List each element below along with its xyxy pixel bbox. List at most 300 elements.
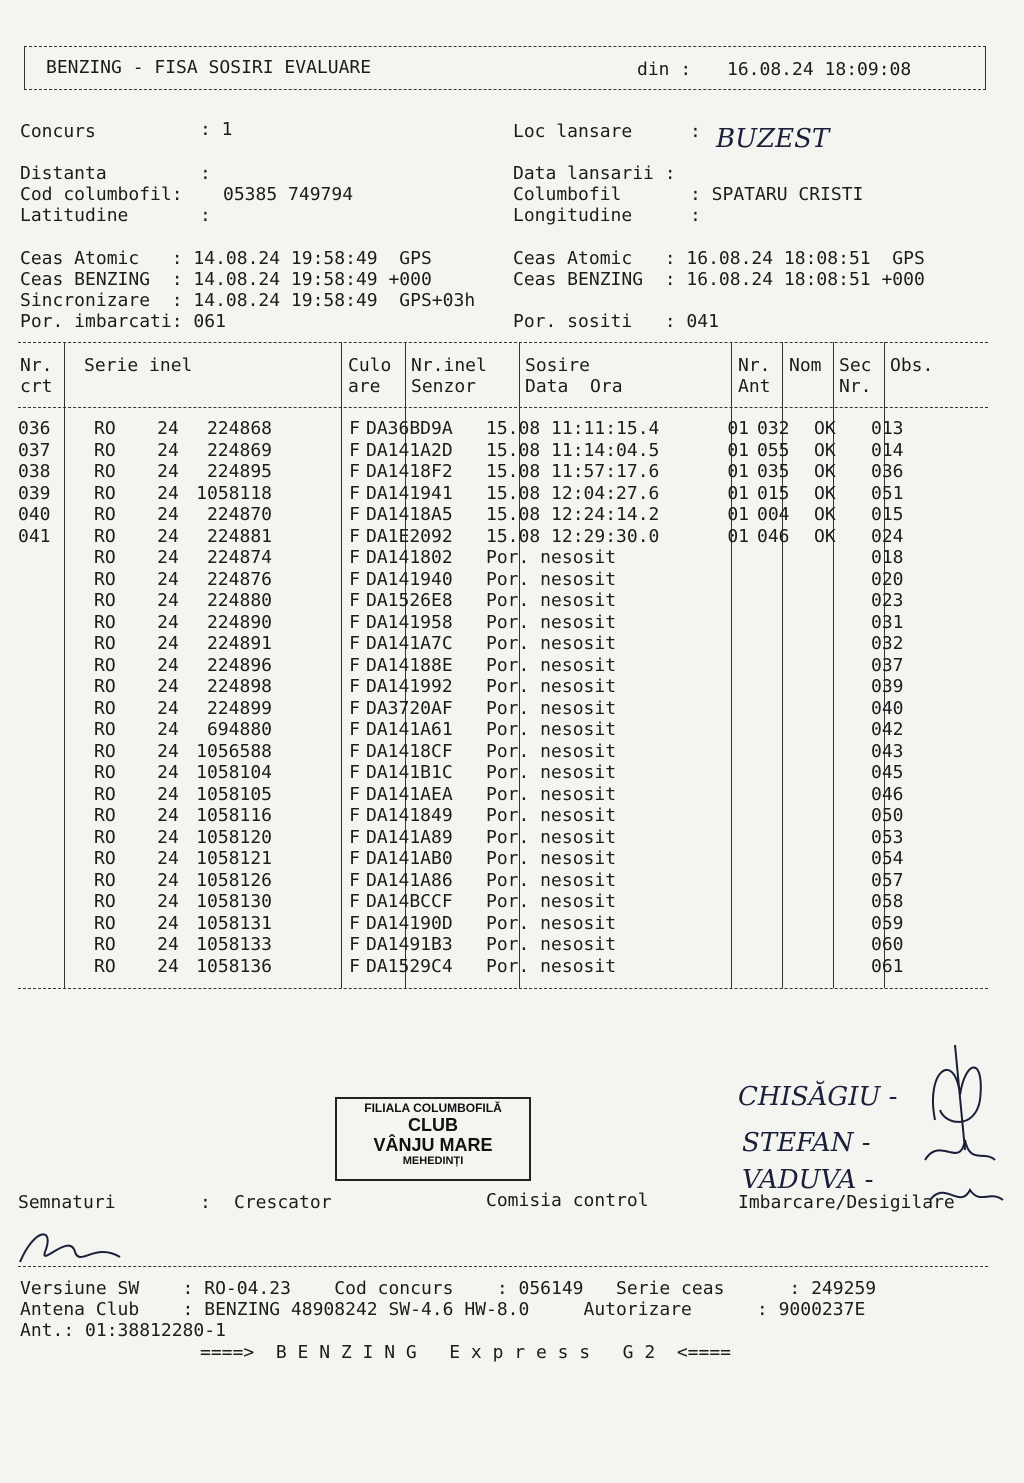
cell-year: 24: [157, 676, 179, 697]
cell-year: 24: [157, 482, 179, 504]
cell-sec: OK: [814, 482, 836, 504]
signature-scribble-icon: [905, 1040, 1015, 1210]
table-row: [18, 633, 931, 655]
cell-ring: 1058121: [196, 848, 272, 869]
table-row: [18, 418, 931, 440]
cell-sex: F: [349, 654, 360, 676]
cell-obs: 040: [871, 697, 904, 719]
cell-gap2: [272, 870, 296, 892]
latitudine-value: :: [200, 205, 211, 226]
cell-gap: [64, 440, 94, 462]
cell-year: 24: [157, 590, 179, 611]
cell-nom: [749, 547, 808, 569]
cell-nom: 004: [757, 504, 790, 525]
cell-ring: 1058130: [196, 891, 272, 912]
cell-sec: [808, 934, 865, 956]
latitudine-label: Latitudine: [20, 205, 129, 226]
cell-year: 24: [157, 912, 179, 934]
concurs-value: : 1: [200, 119, 233, 140]
cell-sec: [808, 827, 865, 849]
cell-country: RO: [94, 934, 116, 955]
cell-country: RO: [94, 654, 116, 676]
cell-sosire: Por. nesosit: [486, 568, 617, 590]
cell-sec: OK: [814, 418, 836, 439]
cell-sex: F: [349, 504, 360, 525]
cell-ant: [698, 741, 749, 763]
handwritten-name-2: STEFAN -: [742, 1128, 871, 1158]
cell-gap: [64, 461, 94, 483]
cell-senzor: DA141802: [366, 547, 453, 568]
cell-nr: [18, 655, 64, 677]
cell-sosire: Por. nesosit: [486, 955, 617, 977]
cell-obs: 061: [871, 955, 904, 977]
col-sec-1: Sec: [839, 355, 872, 376]
cell-gap2: [272, 483, 296, 505]
cell-sex: F: [349, 482, 360, 504]
cell-gap: [64, 676, 94, 698]
table-row: [18, 956, 931, 978]
data-lansarii-label: Data lansarii :: [513, 163, 676, 184]
cell-gap: [64, 655, 94, 677]
table-row: [18, 762, 931, 784]
header-top-rule: [24, 46, 986, 47]
loc-value-handwritten: BUZEST: [716, 124, 830, 154]
cell-gap: [64, 741, 94, 763]
cell-nom: [749, 848, 808, 870]
footer-versiune: Versiune SW : RO-04.23 Cod concurs : 056149 Serie ceas : 249259: [20, 1278, 877, 1299]
cell-ring: 1058104: [196, 762, 272, 783]
cell-sec: [808, 762, 865, 784]
cell-country: RO: [94, 783, 116, 805]
table-row: [18, 891, 931, 913]
table-row: [18, 461, 931, 483]
cell-gap: [64, 569, 94, 591]
stamp-line-2: CLUB: [408, 1115, 458, 1135]
cell-gap2: [272, 612, 296, 634]
cell-sosire: Por. nesosit: [486, 891, 617, 912]
cell-nr: [18, 612, 64, 634]
cell-ant: [698, 676, 749, 698]
table-row: [18, 483, 931, 505]
cell-sex: F: [349, 805, 360, 826]
cell-ant: 01: [727, 504, 749, 525]
cell-sosire: Por. nesosit: [486, 676, 617, 697]
cell-ring: 224891: [206, 633, 272, 654]
cell-ant: 01: [727, 418, 749, 439]
cell-sex: F: [349, 611, 360, 633]
cell-obs: 051: [871, 482, 904, 504]
cell-gap2: [272, 569, 296, 591]
cell-senzor: DA141A89: [366, 826, 453, 848]
cell-ant: [698, 762, 749, 784]
cell-nom: [749, 655, 808, 677]
cell-sosire: Por. nesosit: [486, 654, 617, 676]
cell-country: RO: [94, 611, 116, 633]
cell-nr: [18, 891, 64, 913]
cell-nr: [18, 741, 64, 763]
cell-country: RO: [94, 740, 116, 762]
cell-senzor: DA141AEA: [366, 783, 453, 805]
cell-obs: 031: [871, 611, 904, 633]
cell-sex: F: [349, 783, 360, 805]
col-sec-2: Nr.: [839, 376, 872, 397]
cell-country: RO: [94, 891, 116, 912]
columbofil-value: : SPATARU CRISTI: [690, 184, 864, 205]
col-nr: Nr.: [20, 355, 53, 376]
cell-sosire: Por. nesosit: [486, 611, 617, 633]
cell-gap2: [272, 504, 296, 526]
cell-sec: [808, 805, 865, 827]
cell-obs: 058: [871, 891, 904, 912]
footer-antena: Antena Club : BENZING 48908242 SW-4.6 HW-8.0 Autorizare : 9000237E: [20, 1299, 866, 1320]
columbofil-label: Columbofil: [513, 184, 622, 205]
cell-nom: [749, 569, 808, 591]
cell-nr: [18, 590, 64, 612]
cell-year: 24: [157, 418, 179, 439]
cell-senzor: DA1526E8: [366, 590, 453, 611]
cell-country: RO: [94, 547, 116, 568]
cell-nom: 055: [757, 439, 790, 461]
stamp-line-3: VÂNJU MARE: [373, 1135, 493, 1155]
cell-country: RO: [94, 912, 116, 934]
cell-obs: 045: [871, 762, 904, 783]
stamp-line-1: FILIALA COLUMBOFILĂ: [364, 1101, 502, 1115]
cell-country: RO: [94, 568, 116, 590]
cell-ant: 01: [727, 439, 749, 461]
table-row: [18, 526, 931, 548]
cell-ant: [698, 934, 749, 956]
cell-gap: [64, 590, 94, 612]
cell-country: RO: [94, 955, 116, 977]
cell-sec: [808, 719, 865, 741]
cell-sosire: Por. nesosit: [486, 719, 617, 740]
table-row: [18, 913, 931, 935]
cell-gap2: [272, 698, 296, 720]
cell-ring: 224881: [206, 525, 272, 547]
cell-country: RO: [94, 439, 116, 461]
cell-senzor: DA1418F2: [366, 461, 453, 482]
cell-sec: [808, 870, 865, 892]
cell-gap: [64, 612, 94, 634]
cell-gap2: [272, 934, 296, 956]
table-row: [18, 848, 931, 870]
cell-gap2: [272, 461, 296, 483]
cell-gap2: [272, 762, 296, 784]
cell-obs: 032: [871, 633, 904, 654]
cell-nom: 046: [757, 525, 790, 547]
cell-ring: 224895: [206, 461, 272, 482]
col-crt: crt: [20, 376, 53, 397]
cell-nom: [749, 633, 808, 655]
cell-sec: [808, 676, 865, 698]
cell-ant: [698, 590, 749, 612]
header-left-rule: [24, 46, 25, 90]
cell-year: 24: [157, 439, 179, 461]
cell-year: 24: [157, 934, 179, 955]
table-row: [18, 805, 931, 827]
cell-ring: 224890: [206, 611, 272, 633]
cell-nr: 038: [18, 461, 51, 482]
signatures-colon: :: [200, 1192, 211, 1213]
cell-ant: 01: [727, 461, 749, 482]
cell-nr: 041: [18, 525, 51, 547]
cell-sosire: Por. nesosit: [486, 633, 617, 654]
cell-ant: [698, 719, 749, 741]
cell-sec: [808, 956, 865, 978]
cell-ant: 01: [727, 482, 749, 504]
cell-gap: [64, 784, 94, 806]
cell-ant: [698, 870, 749, 892]
col-obs: Obs.: [890, 355, 934, 376]
concurs-label: Concurs: [20, 121, 96, 142]
col-senzor: Senzor: [411, 376, 477, 397]
table-row: [18, 547, 931, 569]
cell-gap: [64, 956, 94, 978]
table-top-rule: [18, 342, 988, 343]
cell-gap: [64, 633, 94, 655]
cell-sex: F: [349, 934, 360, 955]
results-table: [18, 418, 931, 977]
table-row: [18, 698, 931, 720]
table-row: [18, 870, 931, 892]
cell-ring: 224896: [206, 654, 272, 676]
cell-country: RO: [94, 869, 116, 891]
cell-sosire: Por. nesosit: [486, 740, 617, 762]
cell-gap2: [272, 784, 296, 806]
cell-gap2: [272, 440, 296, 462]
cell-sec: OK: [814, 461, 836, 482]
cell-ant: [698, 655, 749, 677]
cell-senzor: DA3720AF: [366, 697, 453, 719]
cell-nom: 035: [757, 461, 790, 482]
header-bottom-rule: [24, 89, 986, 90]
cell-nr: 037: [18, 439, 51, 461]
cell-year: 24: [157, 805, 179, 826]
cell-nr: [18, 848, 64, 870]
cell-nr: [18, 698, 64, 720]
cell-ring: 1058105: [196, 783, 272, 805]
col-nom: Nom: [789, 355, 822, 376]
cell-ant: [698, 569, 749, 591]
cell-nr: 039: [18, 482, 51, 504]
cell-sec: OK: [814, 504, 836, 525]
col-dataora: Data Ora: [525, 376, 623, 397]
cell-gap2: [272, 891, 296, 913]
cell-nr: [18, 827, 64, 849]
document-title: BENZING - FISA SOSIRI EVALUARE: [46, 57, 372, 78]
col-nrant-2: Ant: [738, 376, 771, 397]
header-right-rule: [985, 46, 986, 90]
cell-sec: [808, 590, 865, 612]
footer-benzing-express: ====> B E N Z I N G E x p r e s s G 2 <====: [200, 1342, 732, 1363]
cell-year: 24: [157, 504, 179, 525]
cell-sosire: Por. nesosit: [486, 805, 617, 826]
cell-sex: F: [349, 676, 360, 697]
cell-ant: [698, 547, 749, 569]
cell-ant: [698, 891, 749, 913]
cell-gap2: [272, 719, 296, 741]
table-row: [18, 612, 931, 634]
cell-country: RO: [94, 482, 116, 504]
cell-gap2: [272, 590, 296, 612]
cell-sex: F: [349, 697, 360, 719]
cell-sex: F: [349, 869, 360, 891]
table-row: [18, 440, 931, 462]
cell-gap: [64, 827, 94, 849]
table-header-rule: [18, 407, 988, 408]
cell-gap: [64, 719, 94, 741]
cell-obs: 042: [871, 719, 904, 740]
cell-ant: [698, 784, 749, 806]
cell-senzor: DA141A61: [366, 719, 453, 740]
cell-ant: 01: [727, 525, 749, 547]
cell-nr: [18, 913, 64, 935]
cell-country: RO: [94, 719, 116, 740]
cell-senzor: DA141941: [366, 482, 453, 504]
cell-sec: [808, 848, 865, 870]
cell-gap2: [272, 741, 296, 763]
cell-country: RO: [94, 525, 116, 547]
table-row: [18, 590, 931, 612]
por-imbarcati: Por. imbarcati: 061: [20, 311, 226, 332]
table-row: [18, 569, 931, 591]
cell-gap: [64, 547, 94, 569]
cell-sec: [808, 612, 865, 634]
cell-gap: [64, 418, 94, 440]
cell-sex: F: [349, 547, 360, 568]
cell-obs: 015: [871, 504, 904, 525]
cell-sex: F: [349, 912, 360, 934]
cell-gap2: [272, 547, 296, 569]
cell-sex: F: [349, 418, 360, 439]
cell-nr: [18, 676, 64, 698]
cell-senzor: DA14188E: [366, 654, 453, 676]
cell-nom: [749, 956, 808, 978]
club-stamp: [335, 1097, 531, 1181]
cell-nr: [18, 784, 64, 806]
longitudine-value: :: [690, 205, 701, 226]
print-date: 16.08.24 18:09:08: [727, 59, 912, 80]
table-row: [18, 784, 931, 806]
cell-ant: [698, 698, 749, 720]
cell-senzor: DA1418CF: [366, 740, 453, 762]
distanta-value: :: [200, 163, 211, 184]
cell-obs: 050: [871, 805, 904, 826]
cell-country: RO: [94, 504, 116, 525]
cell-ant: [698, 612, 749, 634]
col-culo: Culo: [348, 355, 392, 376]
cell-sosire: Por. nesosit: [486, 826, 617, 848]
cell-ring: 224880: [206, 590, 272, 611]
cell-senzor: DA1418A5: [366, 504, 453, 525]
cell-sex: F: [349, 826, 360, 848]
cell-sosire: Por. nesosit: [486, 912, 617, 934]
cell-year: 24: [157, 568, 179, 590]
cell-sosire: Por. nesosit: [486, 783, 617, 805]
cell-nr: 040: [18, 504, 51, 525]
table-row: [18, 655, 931, 677]
cell-nr: [18, 569, 64, 591]
cell-sex: F: [349, 461, 360, 482]
cell-ant: [698, 913, 749, 935]
table-bottom-rule: [18, 988, 988, 989]
ceas-benzing-arrival: Ceas BENZING : 16.08.24 18:08:51 +000: [513, 269, 925, 290]
cell-senzor: DA141A2D: [366, 439, 453, 461]
cell-sosire: 15.08 11:57:17.6: [486, 461, 660, 482]
cell-ant: [698, 956, 749, 978]
cod-value: 05385 749794: [223, 184, 354, 205]
imbarcare-label: Imbarcare/Desigilare: [738, 1192, 955, 1213]
cell-nom: [749, 676, 808, 698]
cell-gap: [64, 870, 94, 892]
cell-gap: [64, 805, 94, 827]
cell-senzor: DA141A86: [366, 869, 453, 891]
cell-obs: 046: [871, 783, 904, 805]
cell-ring: 1058126: [196, 869, 272, 891]
cell-year: 24: [157, 783, 179, 805]
cell-obs: 039: [871, 676, 904, 697]
cell-senzor: DA141B1C: [366, 762, 453, 783]
cell-ring: 1058118: [196, 482, 272, 504]
cell-sosire: 15.08 11:11:15.4: [486, 418, 660, 439]
stamp-line-4: MEHEDINȚI: [402, 1155, 464, 1167]
cell-obs: 059: [871, 912, 904, 934]
cell-ring: 224870: [206, 504, 272, 525]
cell-nom: [749, 612, 808, 634]
cell-nom: [749, 762, 808, 784]
col-sosire: Sosire: [525, 355, 591, 376]
cell-nom: [749, 934, 808, 956]
cell-sec: [808, 913, 865, 935]
cell-country: RO: [94, 848, 116, 869]
cell-year: 24: [157, 955, 179, 977]
cell-nom: [749, 590, 808, 612]
cell-sosire: Por. nesosit: [486, 547, 617, 568]
cell-sosire: Por. nesosit: [486, 697, 617, 719]
cell-obs: 036: [871, 461, 904, 482]
cell-year: 24: [157, 848, 179, 869]
cell-sosire: 15.08 12:24:14.2: [486, 504, 660, 525]
cell-obs: 023: [871, 590, 904, 611]
cell-year: 24: [157, 461, 179, 482]
cell-ant: [698, 633, 749, 655]
cell-obs: 054: [871, 848, 904, 869]
cell-gap2: [272, 526, 296, 548]
footer-rule: [18, 1266, 988, 1267]
cell-ring: 1058131: [196, 912, 272, 934]
cell-country: RO: [94, 633, 116, 654]
cell-ring: 1058116: [196, 805, 272, 826]
cell-gap: [64, 504, 94, 526]
cell-obs: 018: [871, 547, 904, 568]
cod-label: Cod columbofil:: [20, 184, 183, 205]
cell-sex: F: [349, 525, 360, 547]
cell-ring: 1058120: [196, 826, 272, 848]
cell-country: RO: [94, 418, 116, 439]
cell-gap2: [272, 633, 296, 655]
table-row: [18, 934, 931, 956]
cell-sex: F: [349, 633, 360, 654]
cell-nr: [18, 805, 64, 827]
cell-country: RO: [94, 805, 116, 826]
cell-gap: [64, 526, 94, 548]
cell-senzor: DA141AB0: [366, 848, 453, 869]
cell-sex: F: [349, 955, 360, 977]
cell-country: RO: [94, 826, 116, 848]
cell-obs: 014: [871, 439, 904, 461]
col-nrinel: Nr.inel: [411, 355, 487, 376]
cell-sosire: 15.08 12:29:30.0: [486, 525, 660, 547]
